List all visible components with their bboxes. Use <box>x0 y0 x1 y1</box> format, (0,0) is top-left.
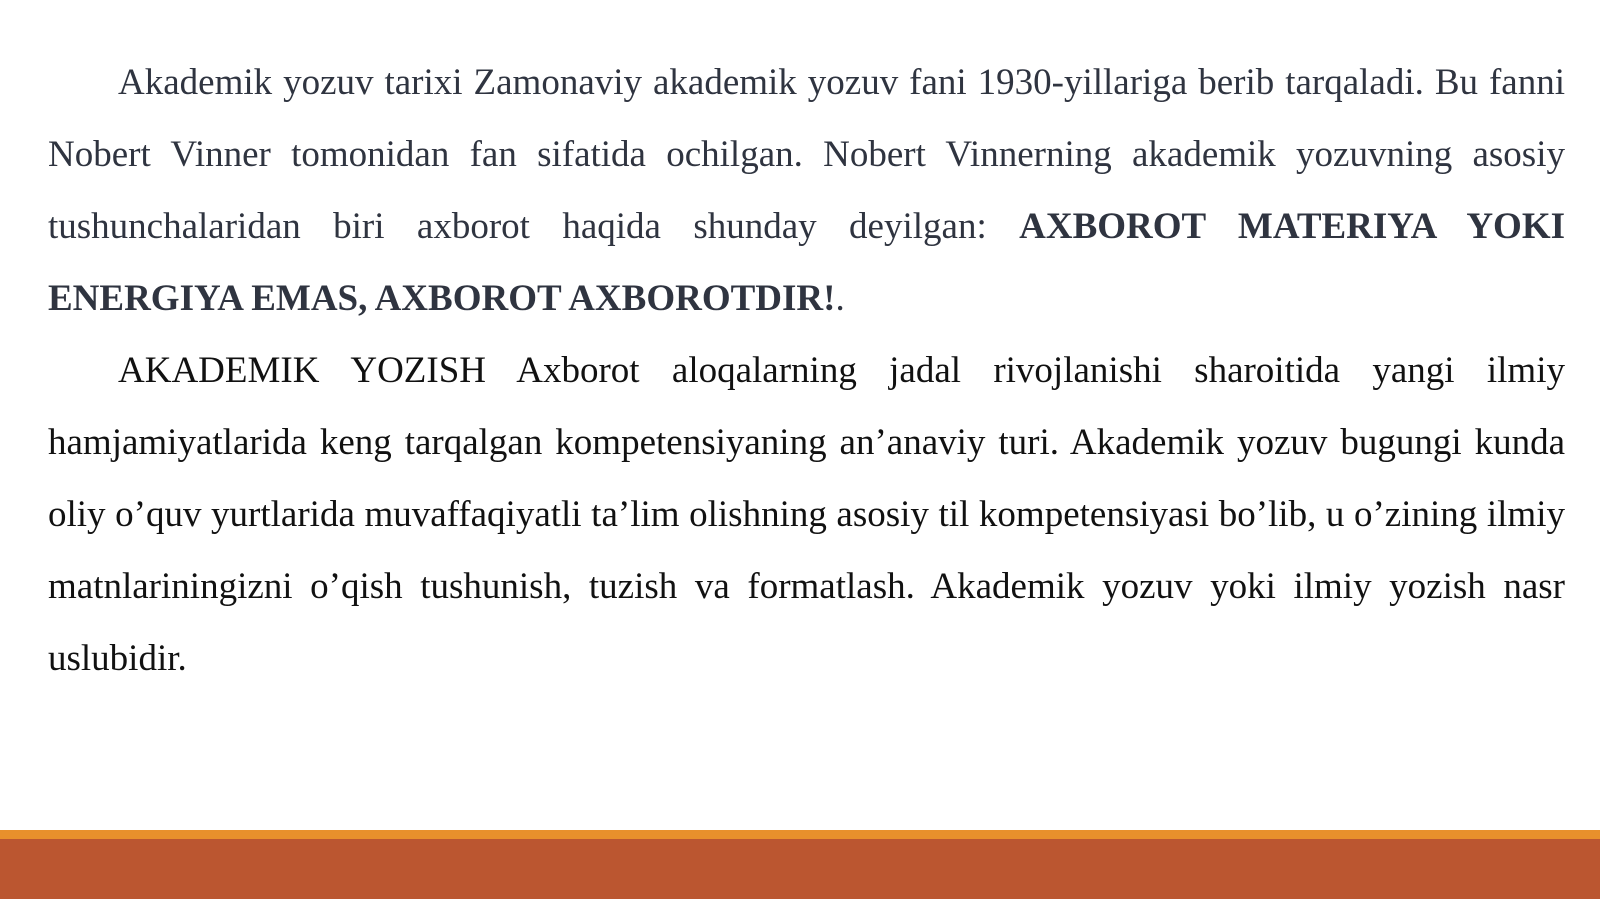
paragraph-history-tail: . <box>835 278 845 319</box>
paragraph-history <box>48 47 1565 335</box>
footer-accent-stripe <box>0 830 1600 839</box>
paragraph-history-lead: Akademik yozuv tarixi Zamonaviy akademik yozuv fani 1930-yillariga berib tarqaladi. Bu fanni Nobert Vinner tomonidan fan sifatida ochilgan. Nobert Vinnerning akademik yozuvning asosiy tushunchalaridan biri axborot haqida shunday deyilgan: <box>48 62 1565 247</box>
slide-content <box>48 47 1565 695</box>
footer-bar <box>0 839 1600 899</box>
paragraph-academic-writing: AKADEMIK YOZISH Axborot aloqalarning jadal rivojlanishi sharoitida yangi ilmiy hamjamiyatlarida keng tarqalgan kompetensiyaning an’anaviy turi. Akademik yozuv bugungi kunda oliy o’quv yurtlarida muvaffaqiyatli ta’lim olishning asosiy til kompetensiyasi bo’lib, u o’zining ilmiy matnlariningizni o’qish tushunish, tuzish va formatlash. Akademik yozuv yoki ilmiy yozish nasr uslubidir. <box>48 350 1565 679</box>
axborot-quote: AXBOROT MATERIYA YOKI ENERGIYA EMAS, AXBOROT AXBOROTDIR! <box>48 206 1565 319</box>
